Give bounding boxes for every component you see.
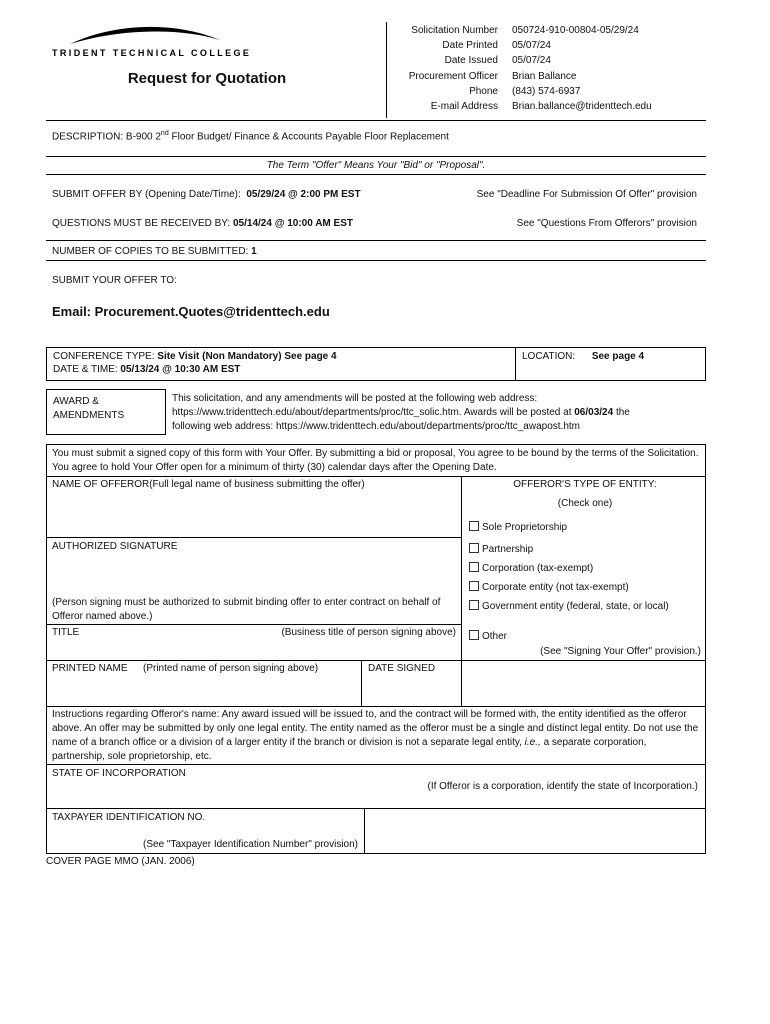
meta-label: Solicitation Number xyxy=(411,25,498,36)
entity-option[interactable] xyxy=(469,600,669,612)
award-label: AWARD & AMENDMENTS xyxy=(53,396,125,421)
state-incorporation-field[interactable] xyxy=(52,795,698,807)
questions-deadline: QUESTIONS MUST BE RECEIVED BY: 05/14/24 @ 10:00 AM EST xyxy=(52,218,353,229)
meta-value: 050724-910-00804-05/29/24 xyxy=(512,25,639,36)
entity-note: (See "Signing Your Offer" provision.) xyxy=(540,646,701,657)
state-incorporation-label: STATE OF INCORPORATION xyxy=(52,768,186,779)
meta-value: Brian Ballance xyxy=(512,71,577,82)
meta-value: Brian.ballance@tridenttech.edu xyxy=(512,101,652,112)
conference-date: DATE & TIME: 05/13/24 @ 10:30 AM EST xyxy=(53,364,241,375)
title-field[interactable] xyxy=(52,641,456,657)
conference-type: CONFERENCE TYPE: Site Visit (Non Mandatory) See page 4 xyxy=(53,351,337,362)
entity-option-label: Government entity (federal, state, or local) xyxy=(482,601,669,612)
taxpayer-id-note: (See "Taxpayer Identification Number" provision) xyxy=(143,839,358,850)
submit-offer-note: See "Deadline For Submission Of Offer" provision xyxy=(476,189,697,200)
title-note: (Business title of person signing above) xyxy=(281,627,456,638)
printed-name-label: PRINTED NAME xyxy=(52,663,128,674)
agreement-text: You must submit a signed copy of this form with Your Offer. By submitting a bid or proposal, You agree to be bound by the terms of the Solicitation. You agree to hold Your Offer open for a minimum of thirty (30) calendar days after the Opening Date. xyxy=(52,448,699,473)
meta-label: Phone xyxy=(469,86,498,97)
questions-note: See "Questions From Offerors" provision xyxy=(516,218,697,229)
header-divider xyxy=(386,22,387,118)
offer-term: The Term "Offer" Means Your "Bid" or "Proposal". xyxy=(266,160,486,171)
logo-swoosh-icon xyxy=(52,22,232,50)
meta-value: (843) 574-6937 xyxy=(512,86,581,97)
conference-box xyxy=(46,347,706,381)
meta-label: Procurement Officer xyxy=(408,71,498,82)
footer-form-code: COVER PAGE MMO (JAN. 2006) xyxy=(46,856,195,867)
entity-option-label: Other xyxy=(482,631,508,642)
date-signed-label: DATE SIGNED xyxy=(368,663,436,674)
checkbox-icon[interactable] xyxy=(469,600,479,610)
signature-field[interactable] xyxy=(52,555,456,593)
entity-option-label: Corporation (tax-exempt) xyxy=(482,563,594,574)
title-label: TITLE xyxy=(52,627,80,638)
meta-label: Date Issued xyxy=(444,55,498,66)
submit-to-label: SUBMIT YOUR OFFER TO: xyxy=(52,275,177,286)
instructions-text: Instructions regarding Offeror's name: Any award issued will be issued to, and the contract will be formed with, the entity identified as the offeror above. An offer may be submitted by only one legal entity. The entity named as the offeror must be a single and distinct legal entity. Do not use the name of a branch office or a division of a larger entity if the branch or division is not a separate legal entity, i.e., a separate corporation, partnership, sole proprietorship, etc. xyxy=(52,709,699,762)
entity-option[interactable] xyxy=(469,562,593,574)
signature-label: AUTHORIZED SIGNATURE xyxy=(52,541,178,552)
entity-option[interactable] xyxy=(469,521,567,533)
checkbox-icon[interactable] xyxy=(469,562,479,572)
meta-value: 05/07/24 xyxy=(512,40,551,51)
checkbox-icon[interactable] xyxy=(469,521,479,531)
entity-option-label: Sole Proprietorship xyxy=(482,522,568,533)
header-rule xyxy=(46,120,706,121)
meta-label: Date Printed xyxy=(442,40,498,51)
state-incorporation-note: (If Offeror is a corporation, identify the state of Incorporation.) xyxy=(427,781,698,792)
conference-location: LOCATION: See page 4 xyxy=(522,351,645,362)
entity-option[interactable] xyxy=(469,630,507,642)
taxpayer-id-label: TAXPAYER IDENTIFICATION NO. xyxy=(52,812,206,823)
award-text: This solicitation, and any amendments will be posted at the following web address: https://www.tridenttech.edu/about/departments/proc/ttc_solic.htm. Awards will be posted at 06/03/24 the following web address: https://www.tridenttech.edu/about/departments/proc/ttc_awapost.htm xyxy=(172,393,630,432)
copies-count: NUMBER OF COPIES TO BE SUBMITTED: 1 xyxy=(52,246,257,257)
taxpayer-id-field[interactable] xyxy=(52,825,358,837)
award-label-box xyxy=(46,389,166,435)
college-logo xyxy=(52,22,252,62)
entity-type-title: OFFEROR'S TYPE OF ENTITY: xyxy=(513,479,657,490)
logo-wordmark: TRIDENT TECHNICAL COLLEGE xyxy=(52,48,252,58)
submit-offer-by: SUBMIT OFFER BY (Opening Date/Time): 05/29/24 @ 2:00 PM EST xyxy=(52,189,361,200)
description: DESCRIPTION: B-900 2nd Floor Budget/ Finance & Accounts Payable Floor Replacement xyxy=(52,130,449,143)
date-signed-field[interactable] xyxy=(366,677,458,703)
printed-name-note: (Printed name of person signing above) xyxy=(143,663,319,674)
page-title: Request for Quotation xyxy=(127,70,287,87)
checkbox-icon[interactable] xyxy=(469,630,479,640)
meta-value: 05/07/24 xyxy=(512,55,551,66)
offeror-name-field[interactable] xyxy=(52,492,456,534)
entity-option[interactable] xyxy=(469,581,629,593)
signature-note: (Person signing must be authorized to submit binding offer to enter contract on behalf of Offeror named above.) xyxy=(52,597,441,622)
offeror-name-label: NAME OF OFFEROR(Full legal name of business submitting the offer) xyxy=(52,479,365,490)
checkbox-icon[interactable] xyxy=(469,581,479,591)
entity-option[interactable] xyxy=(469,543,533,555)
entity-check-one: (Check one) xyxy=(557,498,613,509)
meta-label: E-mail Address xyxy=(430,101,498,112)
entity-option-label: Partnership xyxy=(482,544,534,555)
checkbox-icon[interactable] xyxy=(469,543,479,553)
printed-name-field[interactable] xyxy=(52,677,356,703)
submission-email: Email: Procurement.Quotes@tridenttech.edu xyxy=(52,304,330,319)
entity-option-label: Corporate entity (not tax-exempt) xyxy=(482,582,629,593)
